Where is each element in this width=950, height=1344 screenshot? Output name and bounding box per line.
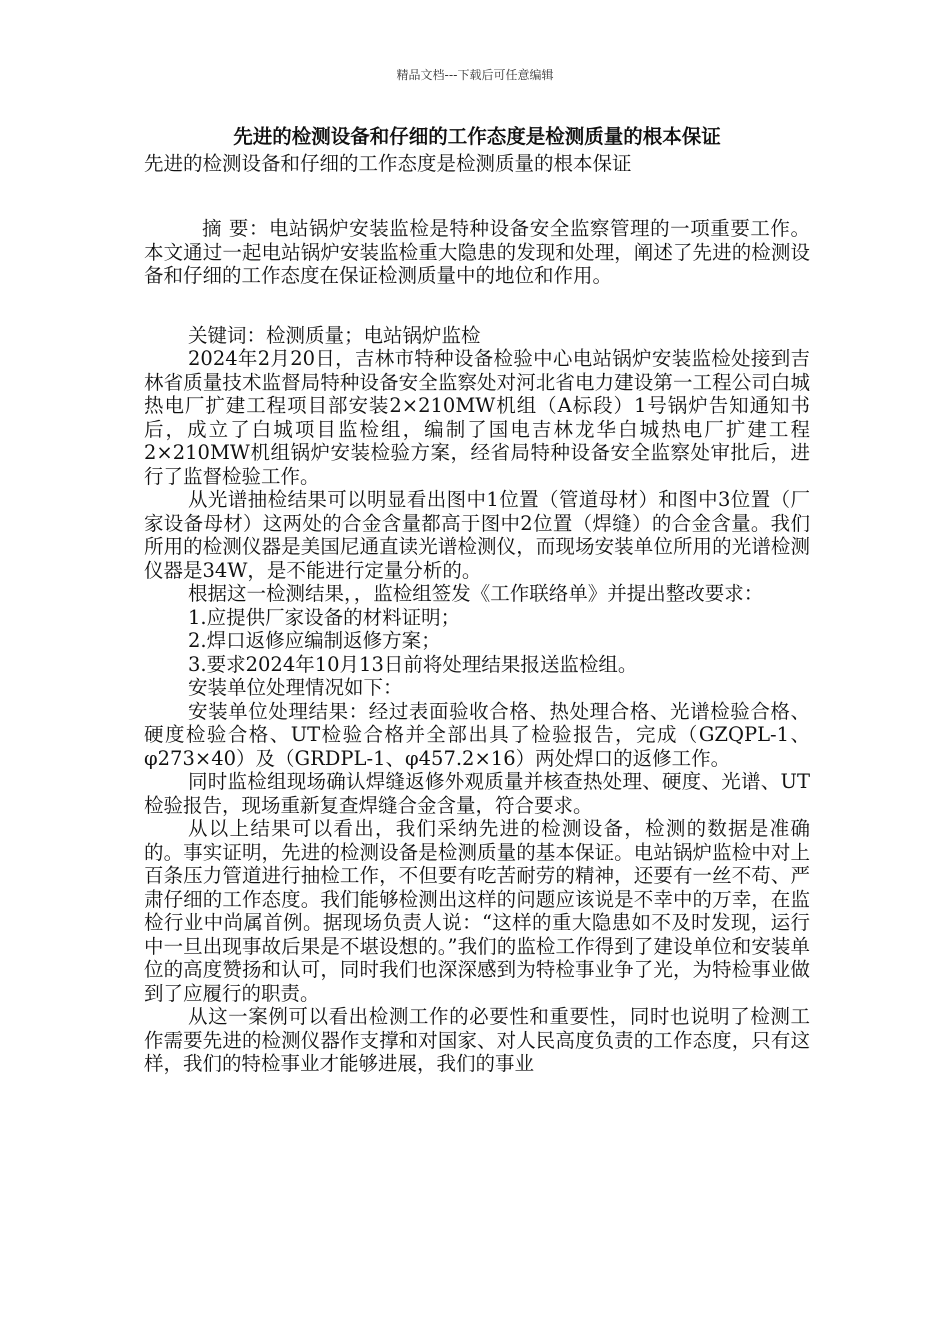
body-paragraph: 2024年2月20日，吉林市特种设备检验中心电站锅炉安装监检处接到吉林省质量技术监督局特种设备安全监察处对河北省电力建设第一工程公司白城热电厂扩建工程项目部安装2×210MW机组（A标段）1号锅炉告知通知书后，成立了白城项目监检组，编制了国电吉林龙华白城热电厂扩建工程2×210MW机组锅炉安装检验方案，经省局特种设备安全监察处审批后，进行了监督检验工作。 — [144, 347, 810, 488]
body-paragraph: 根据这一检测结果，，监检组签发《工作联络单》并提出整改要求： — [188, 582, 764, 605]
document-body — [144, 124, 810, 1076]
body-paragraph: 同时监检组现场确认焊缝返修外观质量并核查热处理、硬度、光谱、UT检验报告，现场重新复查焊缝合金含量，符合要求。 — [144, 770, 810, 817]
body-paragraph: 从光谱抽检结果可以明显看出图中1位置（管道母材）和图中3位置（厂家设备母材）这两处的合金含量都高于图中2位置（焊缝）的合金含量。我们所用的检测仪器是美国尼通直读光谱检测仪，而现场安装单位所用的光谱检测仪器是34W，是不能进行定量分析的。 — [144, 488, 810, 582]
keywords-line: 关键词：检测质量；电站锅炉监检 — [188, 323, 481, 347]
document-title: 先进的检测设备和仔细的工作态度是检测质量的根本保证 — [233, 125, 721, 148]
abstract-paragraph: 摘 要：电站锅炉安装监检是特种设备安全监察管理的一项重要工作。本文通过一起电站锅炉安装监检重大隐患的发现和处理，阐述了先进的检测设备和仔细的工作态度在保证检测质量中的地位和作用。 — [144, 217, 810, 287]
body-paragraph: 从这一案例可以看出检测工作的必要性和重要性，同时也说明了检测工作需要先进的检测仪器作支撑和对国家、对人民高度负责的工作态度，只有这样，我们的特检事业才能够进展，我们的事业 — [144, 1005, 810, 1075]
body-paragraph: 从以上结果可以看出，我们采纳先进的检测设备，检测的数据是准确的。事实证明，先进的检测设备是检测质量的基本保证。电站锅炉监检中对上百条压力管道进行抽检工作，不但要有吃苦耐劳的精神，还要有一丝不苟、严肃仔细的工作态度。我们能够检测出这样的问题应该说是不幸中的万幸，在监检行业中尚属首例。据现场负责人说：“这样的重大隐患如不及时发现，运行中一旦出现事故后果是不堪设想的。”我们的监检工作得到了建设单位和安装单位的高度赞扬和认可，同时我们也深深感到为特检事业争了光，为特检事业做到了应履行的职责。 — [144, 817, 810, 1005]
body-paragraph: 安装单位处理结果：经过表面验收合格、热处理合格、光谱检验合格、硬度检验合格、UT检验合格并全部出具了检验报告，完成（GZQPL-1、φ273×40）及（GRDPL-1、φ457.2×16）两处焊口的返修工作。 — [144, 699, 810, 770]
requirement-item: 1.应提供厂家设备的材料证明； — [188, 605, 461, 629]
header-note: 精品文档---下载后可任意编辑 — [396, 68, 554, 82]
document-subtitle: 先进的检测设备和仔细的工作态度是检测质量的根本保证 — [144, 152, 632, 175]
body-paragraph: 安装单位处理情况如下： — [188, 676, 403, 699]
requirement-item: 2.焊口返修应编制返修方案； — [188, 629, 441, 652]
requirement-item: 3.要求2024年10月13日前将处理结果报送监检组。 — [188, 652, 638, 676]
